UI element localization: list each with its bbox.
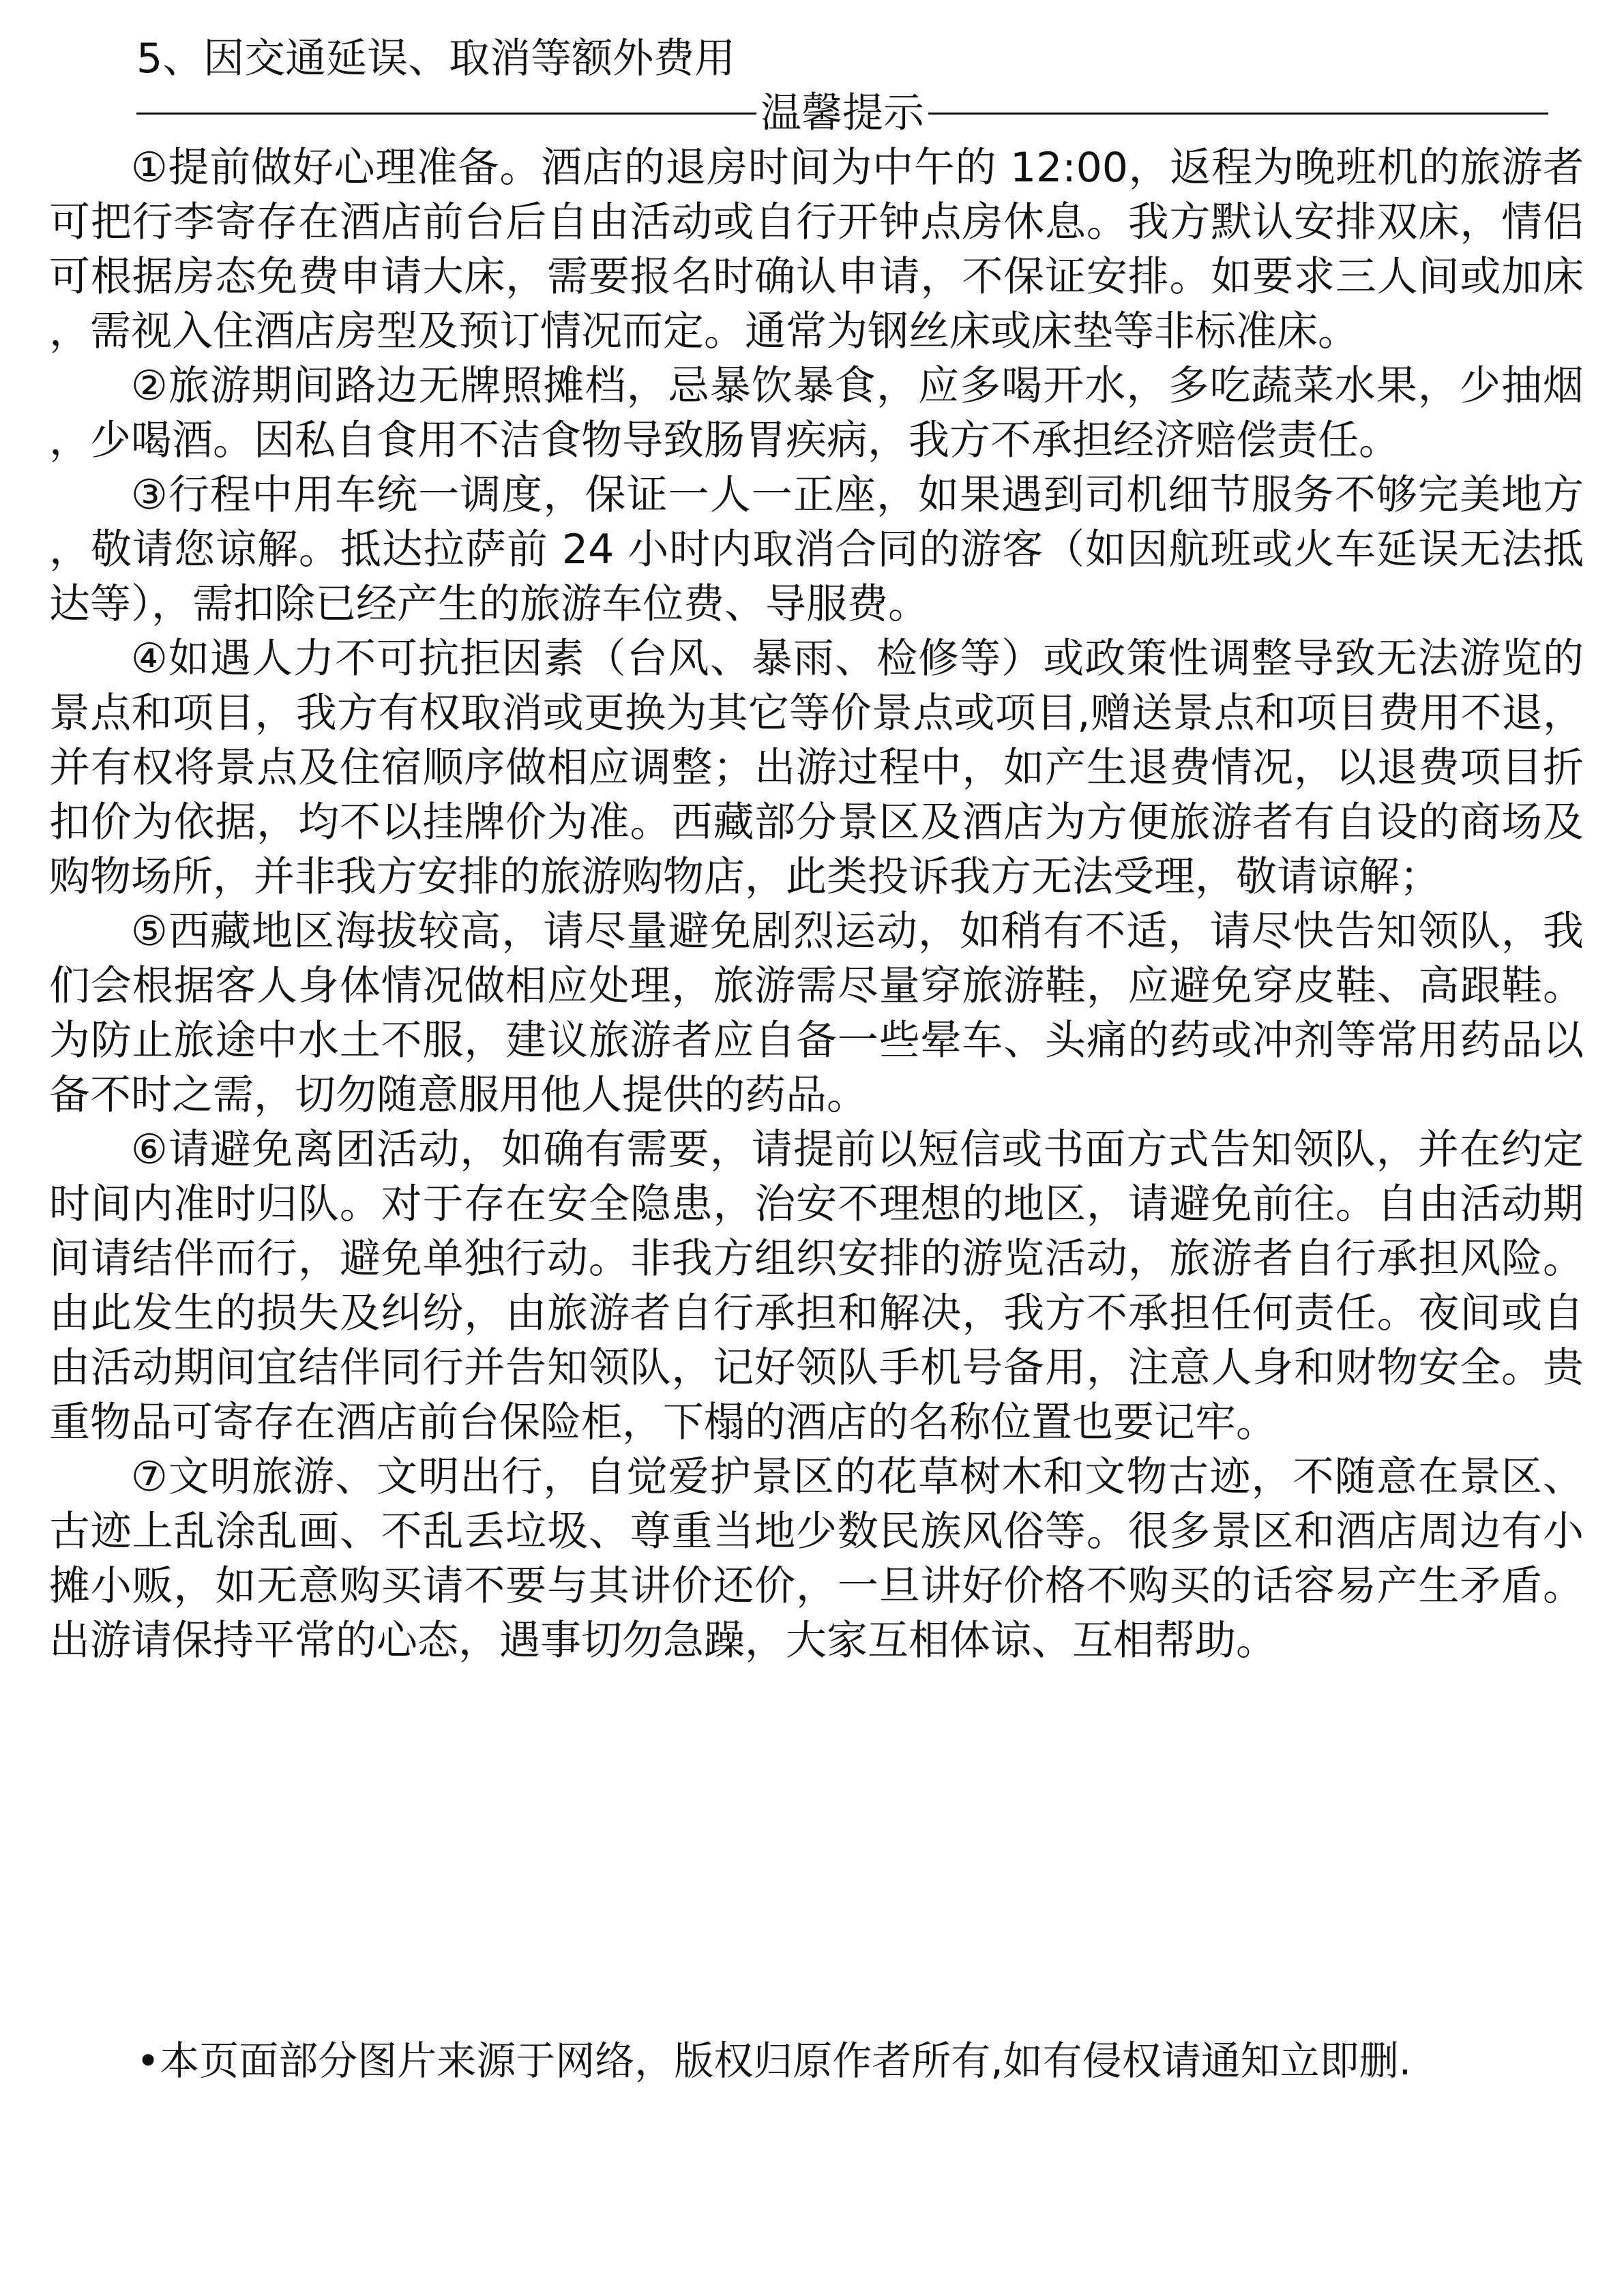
divider-line-right — [928, 113, 1548, 115]
tips-divider — [136, 86, 1548, 140]
tip-item-1: ①提前做好心理准备。酒店的退房时间为中午的 12:00，返程为晚班机的旅游者可把行李寄存在酒店前台后自由活动或自行开钟点房休息。我方默认安排双床，情侣可根据房态免费申请大床，需要报名时确认申请，不保证安排。如要求三人间或加床，需视入住酒店房型及预订情况而定。通常为钢丝床或床垫等非标准床。 — [49, 144, 1584, 355]
divider-line-left — [136, 113, 756, 115]
copyright-note: •本页面部分图片来源于网络，版权归原作者所有,如有侵权请通知立即删. — [136, 2038, 1412, 2084]
tip-item-3: ③行程中用车统一调度，保证一人一正座，如果遇到司机细节服务不够完美地方，敬请您谅解。抵达拉萨前 24 小时内取消合同的游客（如因航班或火车延误无法抵达等），需扣除已经产生的旅游车位费、导服费。 — [49, 471, 1584, 628]
tips-title: 温馨提示 — [761, 89, 924, 137]
tip-item-7: ⑦文明旅游、文明出行，自觉爱护景区的花草树木和文物古迹，不随意在景区、古迹上乱涂乱画、不乱丢垃圾、尊重当地少数民族风俗等。很多景区和酒店周边有小摊小贩，如无意购买请不要与其讲价还价，一旦讲好价格不购买的话容易产生矛盾。出游请保持平常的心态，遇事切勿急躁，大家互相体谅、互相帮助。 — [49, 1453, 1584, 1665]
tips-list — [49, 140, 1584, 1668]
tip-item-2: ②旅游期间路边无牌照摊档，忌暴饮暴食，应多喝开水，多吃蔬菜水果，少抽烟，少喝酒。因私自食用不洁食物导致肠胃疾病，我方不承担经济赔偿责任。 — [49, 362, 1584, 464]
tip-item-5: ⑤西藏地区海拔较高，请尽量避免剧烈运动，如稍有不适，请尽快告知领队，我们会根据客人身体情况做相应处理，旅游需尽量穿旅游鞋，应避免穿皮鞋、高跟鞋。为防止旅途中水土不服，建议旅游者应自备一些晕车、头痛的药或冲剂等常用药品以备不时之需，切勿随意服用他人提供的药品。 — [49, 908, 1584, 1119]
tip-item-6: ⑥请避免离团活动，如确有需要，请提前以短信或书面方式告知领队，并在约定时间内准时归队。对于存在安全隐患，治安不理想的地区，请避免前往。自由活动期间请结伴而行，避免单独行动。非我方组织安排的游览活动，旅游者自行承担风险。由此发生的损失及纠纷，由旅游者自行承担和解决，我方不承担任何责任。夜间或自由活动期间宜结伴同行并告知领队，记好领队手机号备用，注意人身和财物安全。贵重物品可寄存在酒店前台保险柜，下榻的酒店的名称位置也要记牢。 — [49, 1126, 1584, 1446]
tip-item-4: ④如遇人力不可抗拒因素（台风、暴雨、检修等）或政策性调整导致无法游览的景点和项目，我方有权取消或更换为其它等价景点或项目,赠送景点和项目费用不退，并有权将景点及住宿顺序做相应调整；出游过程中，如产生退费情况，以退费项目折扣价为依据，均不以挂牌价为准。西藏部分景区及酒店为方便旅游者有自设的商场及购物场所，并非我方安排的旅游购物店，此类投诉我方无法受理，敬请谅解； — [49, 635, 1584, 901]
section-heading: 5、因交通延误、取消等额外费用 — [136, 35, 736, 83]
